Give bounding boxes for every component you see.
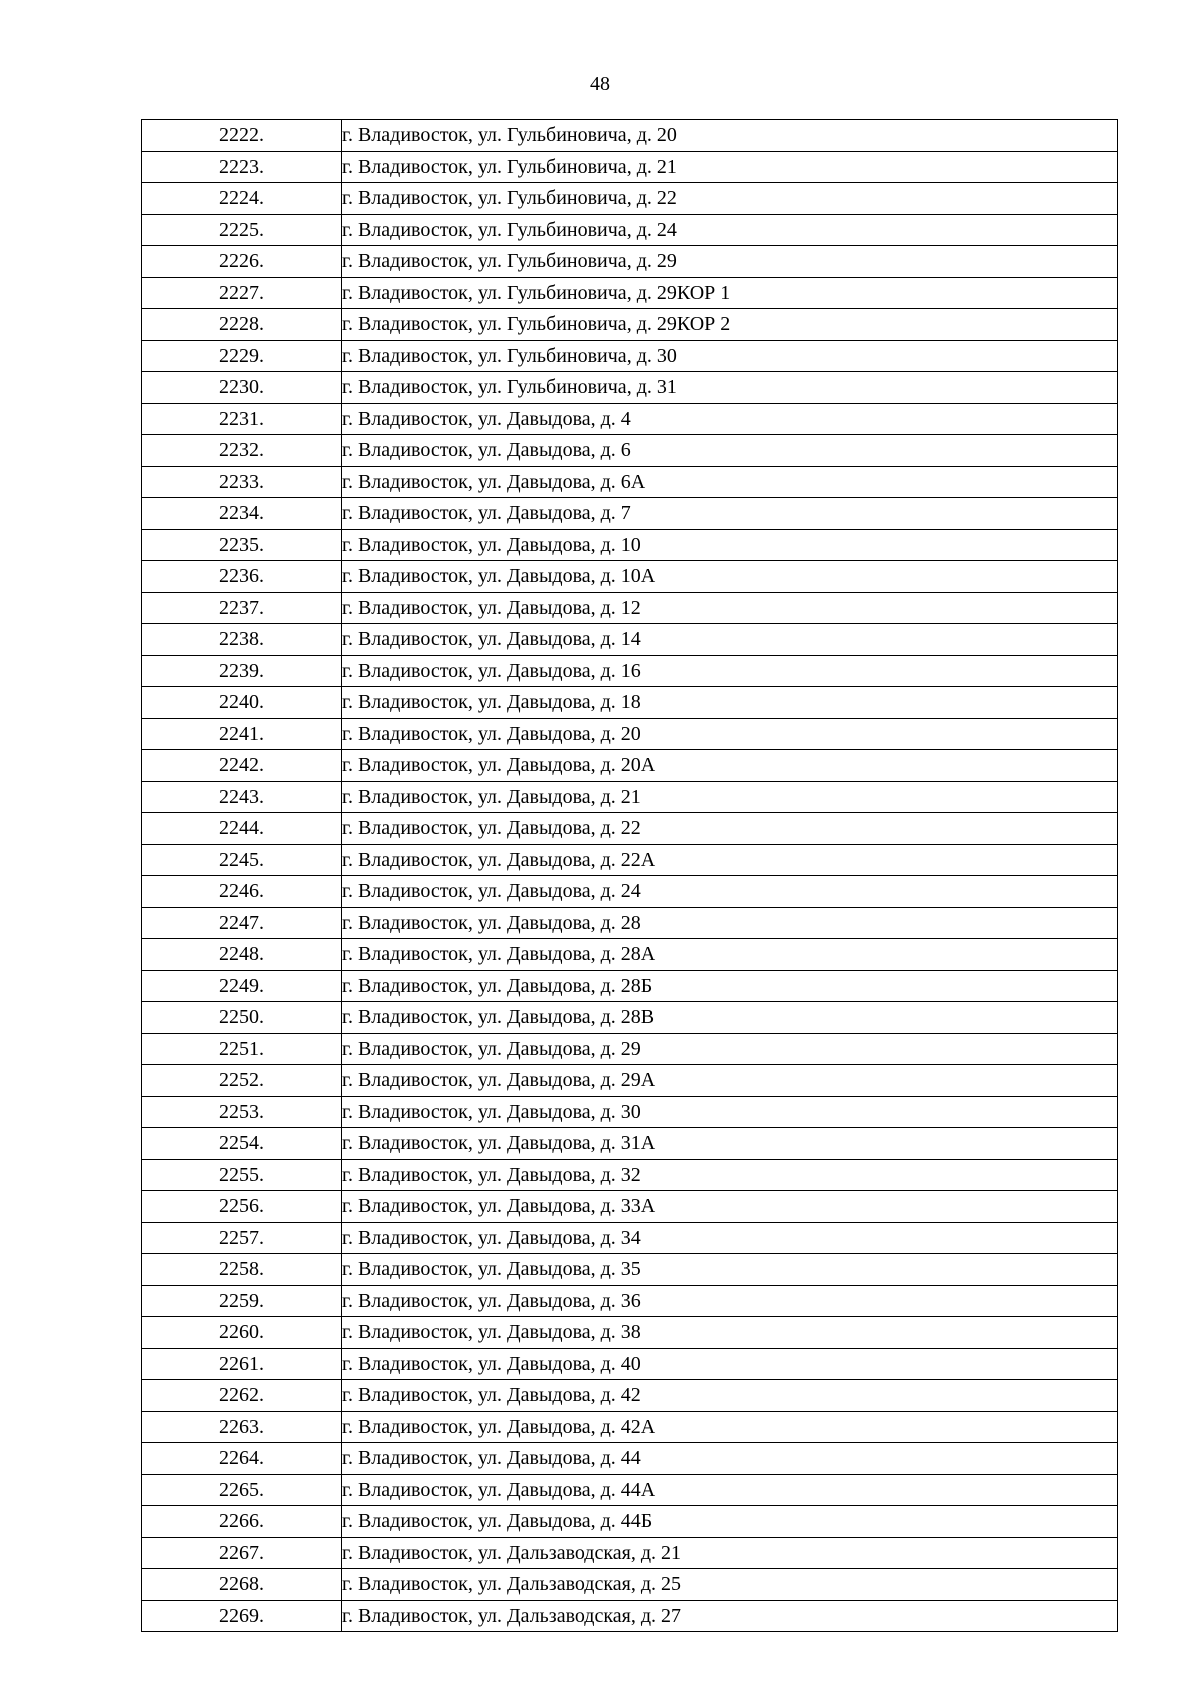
address-table-body [142,120,1118,1632]
row-number: 2252. [142,1065,342,1097]
row-number: 2234. [142,498,342,530]
row-address: г. Владивосток, ул. Давыдова, д. 29 [342,1033,1118,1065]
row-number: 2244. [142,813,342,845]
page-number: 48 [590,73,610,95]
table-row [142,246,1118,278]
row-address: г. Владивосток, ул. Давыдова, д. 20 [342,718,1118,750]
row-number: 2222. [142,120,342,152]
row-address: г. Владивосток, ул. Давыдова, д. 44 [342,1443,1118,1475]
row-number: 2256. [142,1191,342,1223]
row-address: г. Владивосток, ул. Давыдова, д. 22 [342,813,1118,845]
row-address: г. Владивосток, ул. Давыдова, д. 40 [342,1348,1118,1380]
table-row [142,907,1118,939]
table-row [142,1033,1118,1065]
row-number: 2259. [142,1285,342,1317]
table-row [142,466,1118,498]
row-number: 2224. [142,183,342,215]
address-table [141,119,1118,1632]
row-address: г. Владивосток, ул. Гульбиновича, д. 24 [342,214,1118,246]
row-number: 2263. [142,1411,342,1443]
table-row [142,340,1118,372]
table-row [142,813,1118,845]
row-address: г. Владивосток, ул. Давыдова, д. 34 [342,1222,1118,1254]
row-number: 2261. [142,1348,342,1380]
table-row [142,214,1118,246]
row-address: г. Владивосток, ул. Давыдова, д. 32 [342,1159,1118,1191]
row-address: г. Владивосток, ул. Давыдова, д. 7 [342,498,1118,530]
table-row [142,1002,1118,1034]
row-address: г. Владивосток, ул. Давыдова, д. 18 [342,687,1118,719]
table-row [142,529,1118,561]
row-number: 2262. [142,1380,342,1412]
row-address: г. Владивосток, ул. Давыдова, д. 28 [342,907,1118,939]
row-number: 2243. [142,781,342,813]
row-address: г. Владивосток, ул. Давыдова, д. 14 [342,624,1118,656]
row-address: г. Владивосток, ул. Дальзаводская, д. 27 [342,1600,1118,1632]
row-number: 2238. [142,624,342,656]
row-number: 2229. [142,340,342,372]
table-row [142,718,1118,750]
table-row [142,403,1118,435]
row-number: 2237. [142,592,342,624]
row-address: г. Владивосток, ул. Давыдова, д. 20А [342,750,1118,782]
row-number: 2266. [142,1506,342,1538]
row-number: 2269. [142,1600,342,1632]
row-address: г. Владивосток, ул. Давыдова, д. 22А [342,844,1118,876]
table-row [142,1537,1118,1569]
row-number: 2241. [142,718,342,750]
table-row [142,1254,1118,1286]
table-row [142,1569,1118,1601]
row-number: 2251. [142,1033,342,1065]
row-address: г. Владивосток, ул. Давыдова, д. 6 [342,435,1118,467]
row-address: г. Владивосток, ул. Давыдова, д. 33А [342,1191,1118,1223]
row-address: г. Владивосток, ул. Давыдова, д. 44А [342,1474,1118,1506]
table-row [142,1065,1118,1097]
row-address: г. Владивосток, ул. Гульбиновича, д. 22 [342,183,1118,215]
table-row [142,1600,1118,1632]
row-number: 2265. [142,1474,342,1506]
row-address: г. Владивосток, ул. Давыдова, д. 31А [342,1128,1118,1160]
table-row [142,1128,1118,1160]
row-address: г. Владивосток, ул. Гульбиновича, д. 29КОР 2 [342,309,1118,341]
row-number: 2228. [142,309,342,341]
table-row [142,781,1118,813]
row-number: 2231. [142,403,342,435]
row-number: 2267. [142,1537,342,1569]
table-row [142,435,1118,467]
row-number: 2250. [142,1002,342,1034]
table-row [142,876,1118,908]
row-address: г. Владивосток, ул. Давыдова, д. 30 [342,1096,1118,1128]
table-row [142,151,1118,183]
table-row [142,750,1118,782]
table-row [142,655,1118,687]
row-address: г. Владивосток, ул. Гульбиновича, д. 20 [342,120,1118,152]
row-address: г. Владивосток, ул. Дальзаводская, д. 21 [342,1537,1118,1569]
table-row [142,970,1118,1002]
row-number: 2232. [142,435,342,467]
row-number: 2227. [142,277,342,309]
row-address: г. Владивосток, ул. Давыдова, д. 12 [342,592,1118,624]
table-row [142,1443,1118,1475]
row-number: 2240. [142,687,342,719]
table-row [142,561,1118,593]
table-row [142,844,1118,876]
row-number: 2255. [142,1159,342,1191]
row-number: 2225. [142,214,342,246]
row-number: 2230. [142,372,342,404]
row-address: г. Владивосток, ул. Давыдова, д. 6А [342,466,1118,498]
table-row [142,624,1118,656]
row-address: г. Владивосток, ул. Давыдова, д. 42А [342,1411,1118,1443]
row-address: г. Владивосток, ул. Давыдова, д. 35 [342,1254,1118,1286]
row-number: 2233. [142,466,342,498]
row-number: 2247. [142,907,342,939]
row-number: 2226. [142,246,342,278]
row-number: 2257. [142,1222,342,1254]
row-number: 2264. [142,1443,342,1475]
row-address: г. Владивосток, ул. Гульбиновича, д. 29КОР 1 [342,277,1118,309]
row-address: г. Владивосток, ул. Давыдова, д. 42 [342,1380,1118,1412]
row-address: г. Владивосток, ул. Гульбиновича, д. 21 [342,151,1118,183]
row-address: г. Владивосток, ул. Давыдова, д. 4 [342,403,1118,435]
table-row [142,1096,1118,1128]
table-row [142,1506,1118,1538]
table-row [142,1222,1118,1254]
row-number: 2249. [142,970,342,1002]
table-row [142,592,1118,624]
row-address: г. Владивосток, ул. Давыдова, д. 10А [342,561,1118,593]
table-row [142,309,1118,341]
table-row [142,183,1118,215]
row-address: г. Владивосток, ул. Давыдова, д. 24 [342,876,1118,908]
table-row [142,1474,1118,1506]
table-row [142,1317,1118,1349]
table-row [142,498,1118,530]
row-address: г. Владивосток, ул. Давыдова, д. 29А [342,1065,1118,1097]
row-address: г. Владивосток, ул. Давыдова, д. 44Б [342,1506,1118,1538]
row-address: г. Владивосток, ул. Гульбиновича, д. 29 [342,246,1118,278]
row-address: г. Владивосток, ул. Гульбиновича, д. 30 [342,340,1118,372]
row-number: 2253. [142,1096,342,1128]
table-row [142,1191,1118,1223]
table-row [142,1411,1118,1443]
row-address: г. Владивосток, ул. Давыдова, д. 28В [342,1002,1118,1034]
row-address: г. Владивосток, ул. Давыдова, д. 10 [342,529,1118,561]
row-number: 2223. [142,151,342,183]
row-address: г. Владивосток, ул. Давыдова, д. 28Б [342,970,1118,1002]
row-address: г. Владивосток, ул. Гульбиновича, д. 31 [342,372,1118,404]
row-number: 2268. [142,1569,342,1601]
table-row [142,939,1118,971]
row-address: г. Владивосток, ул. Давыдова, д. 36 [342,1285,1118,1317]
row-number: 2245. [142,844,342,876]
row-number: 2246. [142,876,342,908]
row-number: 2258. [142,1254,342,1286]
table-row [142,687,1118,719]
row-number: 2260. [142,1317,342,1349]
row-address: г. Владивосток, ул. Давыдова, д. 16 [342,655,1118,687]
row-number: 2254. [142,1128,342,1160]
table-row [142,1159,1118,1191]
row-address: г. Владивосток, ул. Давыдова, д. 38 [342,1317,1118,1349]
table-row [142,277,1118,309]
table-row [142,1348,1118,1380]
table-row [142,1380,1118,1412]
row-address: г. Владивосток, ул. Дальзаводская, д. 25 [342,1569,1118,1601]
row-address: г. Владивосток, ул. Давыдова, д. 28А [342,939,1118,971]
row-number: 2239. [142,655,342,687]
row-number: 2236. [142,561,342,593]
row-number: 2242. [142,750,342,782]
table-row [142,120,1118,152]
row-number: 2248. [142,939,342,971]
row-number: 2235. [142,529,342,561]
table-row [142,1285,1118,1317]
table-row [142,372,1118,404]
row-address: г. Владивосток, ул. Давыдова, д. 21 [342,781,1118,813]
